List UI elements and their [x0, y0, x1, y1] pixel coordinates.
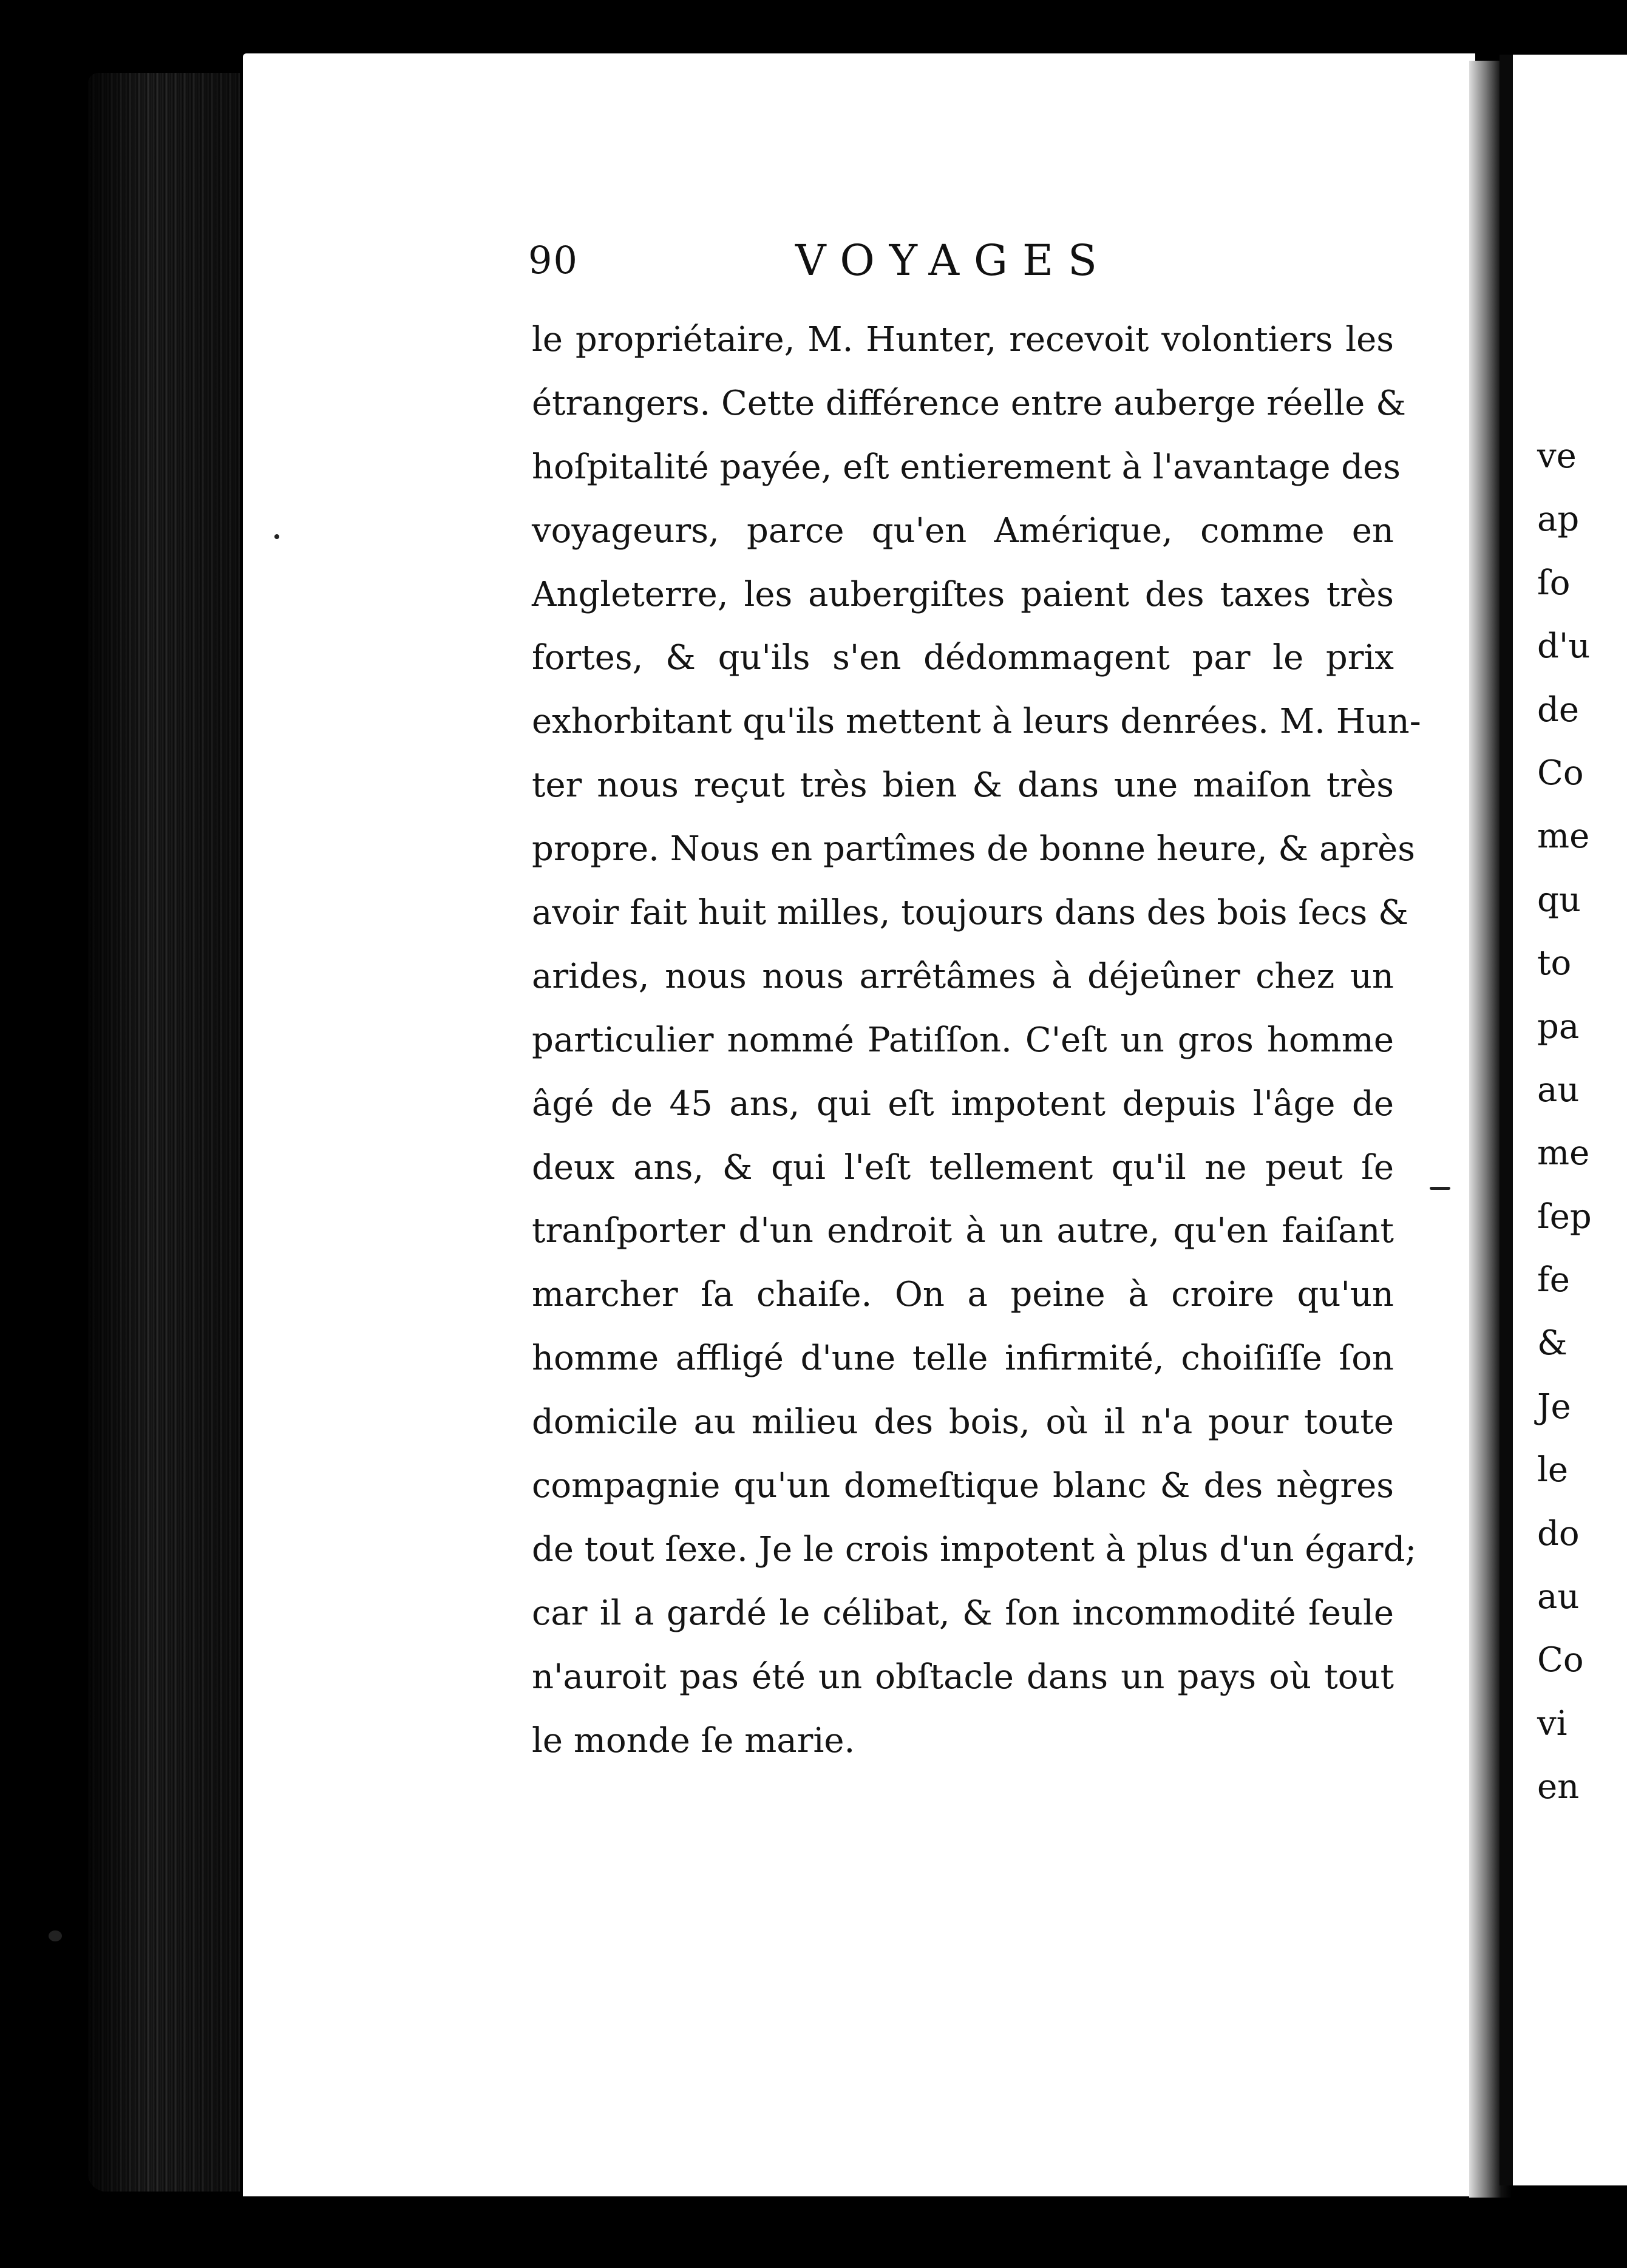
text-line: tranſporter d'un endroit à un autre, qu'en faiſant: [532, 1211, 1394, 1251]
margin-speck: [49, 1930, 62, 1941]
page-number: 90: [528, 238, 579, 282]
text-line: hoſpitalité payée, eſt entierement à l'avantage des: [532, 447, 1401, 487]
text-line: avoir fait huit milles, toujours dans des bois ſecs &: [532, 893, 1408, 933]
facing-line: Co: [1537, 1640, 1584, 1680]
facing-line: me: [1537, 1133, 1590, 1173]
facing-line: ve: [1537, 436, 1577, 476]
text-line: car il a gardé le célibat, & ſon incommodité ſeule: [532, 1593, 1394, 1633]
text-line: n'auroit pas été un obſtacle dans un pays où tout: [532, 1657, 1394, 1697]
facing-line: do: [1537, 1513, 1580, 1553]
text-line: propre. Nous en partîmes de bonne heure, & après: [532, 829, 1415, 869]
text-line: étrangers. Cette différence entre auberge réelle &: [532, 383, 1406, 423]
facing-line: to: [1537, 943, 1572, 983]
text-line: fortes, & qu'ils s'en dédommagent par le prix: [532, 638, 1394, 678]
text-line: arides, nous nous arrêtâmes à déjeûner chez un: [532, 956, 1394, 996]
text-line: compagnie qu'un domeſtique blanc & des nègres: [532, 1466, 1394, 1506]
facing-page: [1500, 55, 1627, 2185]
facing-line: pa: [1537, 1007, 1580, 1047]
running-head: VOYAGES: [795, 236, 1112, 285]
margin-speck: [1430, 1187, 1450, 1190]
facing-line: qu: [1537, 880, 1581, 920]
margin-speck: [274, 534, 279, 539]
text-line: homme affligé d'une telle infirmité, choiſiſſe ſon: [532, 1339, 1394, 1379]
text-line: le propriétaire, M. Hunter, recevoit volontiers les: [532, 320, 1394, 359]
facing-line: au: [1537, 1070, 1580, 1110]
text-line: Angleterre, les aubergiſtes paient des taxes très: [532, 574, 1394, 614]
text-line: ter nous reçut très bien & dans une maiſon très: [532, 766, 1394, 806]
facing-line: au: [1537, 1577, 1580, 1617]
text-line: voyageurs, parce qu'en Amérique, comme en: [532, 511, 1394, 551]
facing-line: &: [1537, 1323, 1568, 1363]
text-line: de tout ſexe. Je le crois impotent à plus d'un égard;: [532, 1529, 1417, 1569]
text-line: deux ans, & qui l'eſt tellement qu'il ne peut ſe: [532, 1147, 1394, 1187]
facing-line: ſep: [1537, 1197, 1592, 1237]
facing-line: d'u: [1537, 626, 1591, 667]
facing-line: en: [1537, 1767, 1580, 1807]
page-edges-shadow: [88, 73, 240, 2192]
text-line: domicile au milieu des bois, où il n'a pour toute: [532, 1402, 1394, 1442]
facing-line: fe: [1537, 1260, 1570, 1300]
facing-line: ap: [1537, 500, 1580, 540]
text-line-last: le monde ſe marie.: [532, 1720, 855, 1760]
facing-line: Co: [1537, 753, 1584, 793]
text-line: âgé de 45 ans, qui eſt impotent depuis l'âge de: [532, 1084, 1394, 1124]
text-line: particulier nommé Patiſſon. C'eſt un gros homme: [532, 1020, 1394, 1060]
body-text: [532, 308, 1421, 1773]
facing-line: ſo: [1537, 563, 1571, 603]
facing-line: vi: [1537, 1703, 1568, 1743]
facing-line: de: [1537, 690, 1579, 730]
facing-line: Je: [1537, 1387, 1571, 1427]
text-line: exhorbitant qu'ils mettent à leurs denrées. M. Hun-: [532, 702, 1421, 742]
facing-line: le: [1537, 1450, 1569, 1490]
text-line: marcher ſa chaiſe. On a peine à croire qu'un: [532, 1275, 1394, 1315]
facing-line: me: [1537, 817, 1590, 857]
facing-page-text: [1537, 425, 1627, 1819]
